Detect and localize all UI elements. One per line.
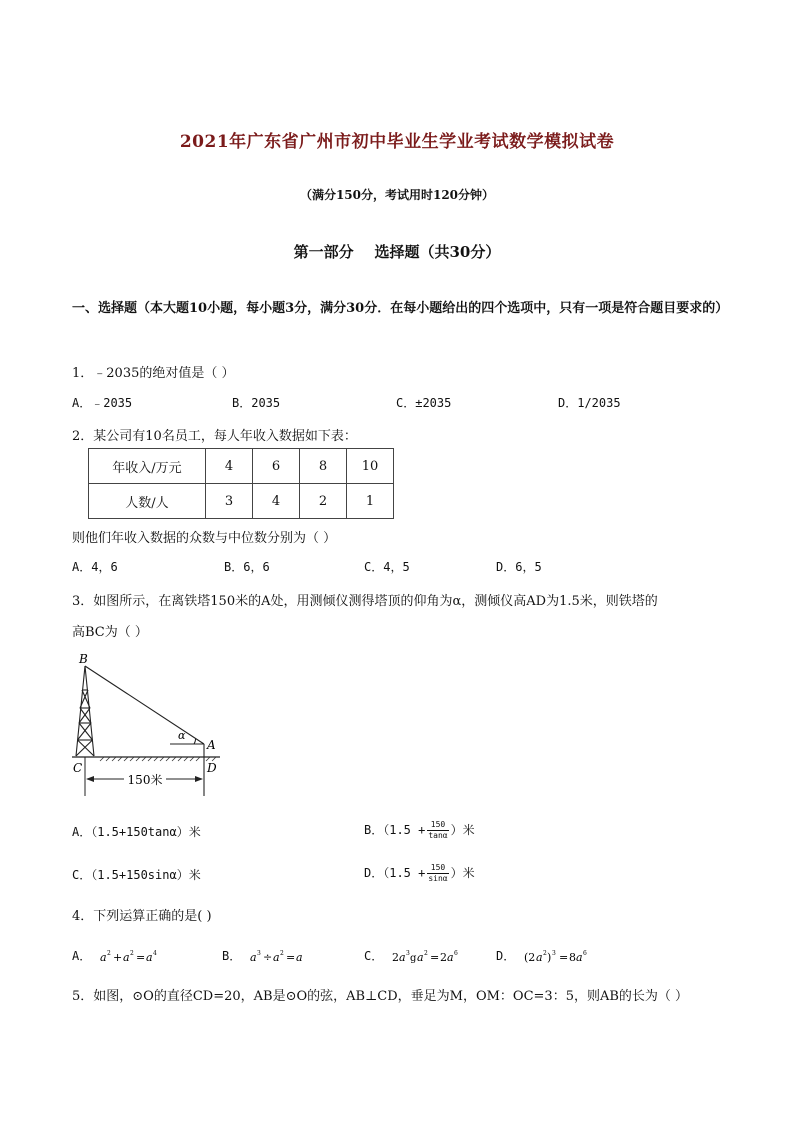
table-row xyxy=(89,484,394,519)
question-1-stem: 1．﹣2035的绝对值是（ ） xyxy=(72,366,235,381)
q3-option-d-suffix: ）米 xyxy=(450,866,475,880)
fraction xyxy=(427,863,448,884)
svg-text:8: 8 xyxy=(569,950,577,964)
table-cell: 2 xyxy=(300,484,347,519)
table-cell: 10 xyxy=(347,449,394,484)
q1-option-d: D．1/2035 xyxy=(558,396,621,410)
table-cell: 4 xyxy=(253,484,300,519)
svg-text:3: 3 xyxy=(406,949,411,957)
svg-text:a: a xyxy=(123,950,131,964)
q3-option-a: A．（1.5+150tanα）米 xyxy=(72,825,201,839)
label-alpha: α xyxy=(178,729,186,742)
part-heading: 第一部分 选择题（共30分） xyxy=(293,243,501,261)
question-2-stem: 2．某公司有10名员工，每人年收入数据如下表： xyxy=(72,429,357,444)
formula-b-image xyxy=(248,949,318,965)
svg-text:3: 3 xyxy=(257,949,262,957)
sight-line xyxy=(85,666,204,744)
q2-option-c: C．4，5 xyxy=(364,560,410,574)
svg-text:(2: (2 xyxy=(524,950,536,964)
svg-text:): ) xyxy=(547,950,552,964)
svg-text:2: 2 xyxy=(130,949,135,957)
svg-text:2: 2 xyxy=(107,949,112,957)
svg-text:6: 6 xyxy=(454,949,459,957)
q1-option-a: A．﹣2035 xyxy=(72,396,133,410)
svg-text:4: 4 xyxy=(153,949,158,957)
label-distance: 150米 xyxy=(127,773,163,787)
label-c: C xyxy=(73,761,83,775)
svg-text:6: 6 xyxy=(583,949,588,957)
question-4-stem: 4．下列运算正确的是( ) xyxy=(72,909,212,924)
label-d: D xyxy=(207,761,217,775)
q4-option-b-label: B． xyxy=(222,949,242,963)
q3-option-b-prefix: B．（1.5 + xyxy=(364,823,426,837)
table-cell: 年收入/万元 xyxy=(89,449,206,484)
q3-option-b xyxy=(364,818,475,842)
q4-option-c-label: C． xyxy=(364,949,384,963)
tower-figure xyxy=(70,648,230,798)
arrow-left-icon xyxy=(86,776,94,782)
table-cell: 人数/人 xyxy=(89,484,206,519)
q3-option-c: C．（1.5+150sinα）米 xyxy=(72,868,201,882)
svg-text:a: a xyxy=(273,950,281,964)
arrow-right-icon xyxy=(195,776,203,782)
svg-text:÷: ÷ xyxy=(263,950,273,964)
svg-text:2: 2 xyxy=(543,949,548,957)
label-b: B xyxy=(79,652,88,666)
svg-text:2: 2 xyxy=(280,949,285,957)
label-a: A xyxy=(207,738,216,752)
svg-text:3: 3 xyxy=(552,949,557,957)
formula-a-image xyxy=(98,949,170,965)
svg-text:a: a xyxy=(146,950,154,964)
svg-text:=: = xyxy=(559,950,569,964)
q2-option-b: B．6，6 xyxy=(224,560,270,574)
fraction-denominator: sinα xyxy=(428,874,448,883)
svg-text:2: 2 xyxy=(392,950,400,964)
fraction-numerator: 150 xyxy=(427,863,448,874)
table-cell: 8 xyxy=(300,449,347,484)
tower-icon xyxy=(76,666,94,756)
angle-arc xyxy=(194,739,196,745)
q2-option-d: D．6，5 xyxy=(496,560,542,574)
question-5-stem: 5．如图，⊙O的直径CD=20，AB是⊙O的弦，AB⊥CD，垂足为M，OM：OC=3：5，则AB的长为（ ） xyxy=(72,989,689,1004)
q2-option-a: A．4，6 xyxy=(72,560,118,574)
q4-option-c xyxy=(364,947,470,965)
q3-option-d xyxy=(364,861,475,885)
q3-option-d-prefix: D．（1.5 + xyxy=(364,866,426,880)
q1-option-c: C．±2035 xyxy=(396,396,452,410)
svg-text:a: a xyxy=(417,950,425,964)
table-row xyxy=(89,449,394,484)
exam-subtitle: （满分150分，考试用时120分钟） xyxy=(299,188,495,202)
svg-text:a: a xyxy=(250,950,258,964)
q3-option-b-suffix: ）米 xyxy=(450,823,475,837)
fraction xyxy=(427,820,448,841)
section-instruction: 一、选择题（本大题10小题，每小题3分，满分30分．在每小题给出的四个选项中，只有一项是符合题目要求的） xyxy=(72,301,729,316)
q4-option-d xyxy=(496,947,612,965)
svg-text:a: a xyxy=(576,950,584,964)
svg-text:=: = xyxy=(430,950,440,964)
table-cell: 4 xyxy=(206,449,253,484)
svg-text:2: 2 xyxy=(440,950,448,964)
svg-text:a: a xyxy=(296,950,304,964)
svg-text:g: g xyxy=(410,952,417,964)
question-2-prompt: 则他们年收入数据的众数与中位数分别为（ ） xyxy=(72,531,337,546)
formula-c-image xyxy=(390,949,470,965)
table-cell: 3 xyxy=(206,484,253,519)
fraction-numerator: 150 xyxy=(427,820,448,831)
q4-option-b xyxy=(222,947,318,965)
fraction-denominator: tanα xyxy=(428,831,448,840)
q4-option-a-label: A． xyxy=(72,949,92,963)
svg-text:+: + xyxy=(113,950,123,964)
svg-text:a: a xyxy=(100,950,108,964)
table-cell: 1 xyxy=(347,484,394,519)
q4-option-a xyxy=(72,947,170,965)
exam-title: 2021年广东省广州市初中毕业生学业考试数学模拟试卷 xyxy=(179,132,615,152)
table-cell: 6 xyxy=(253,449,300,484)
svg-text:=: = xyxy=(286,950,296,964)
question-3-stem-line2: 高BC为（ ） xyxy=(72,625,148,640)
svg-text:=: = xyxy=(136,950,146,964)
svg-text:a: a xyxy=(399,950,407,964)
svg-text:a: a xyxy=(447,950,455,964)
formula-d-image xyxy=(522,949,612,965)
q4-option-d-label: D． xyxy=(496,949,516,963)
q1-option-b: B．2035 xyxy=(232,396,281,410)
question-3-stem-line1: 3．如图所示，在离铁塔150米的A处，用测倾仪测得塔顶的仰角为α，测倾仪高AD为1.5米，则铁塔的 xyxy=(72,594,658,609)
svg-text:2: 2 xyxy=(424,949,429,957)
income-table xyxy=(88,448,394,519)
svg-text:a: a xyxy=(536,950,544,964)
